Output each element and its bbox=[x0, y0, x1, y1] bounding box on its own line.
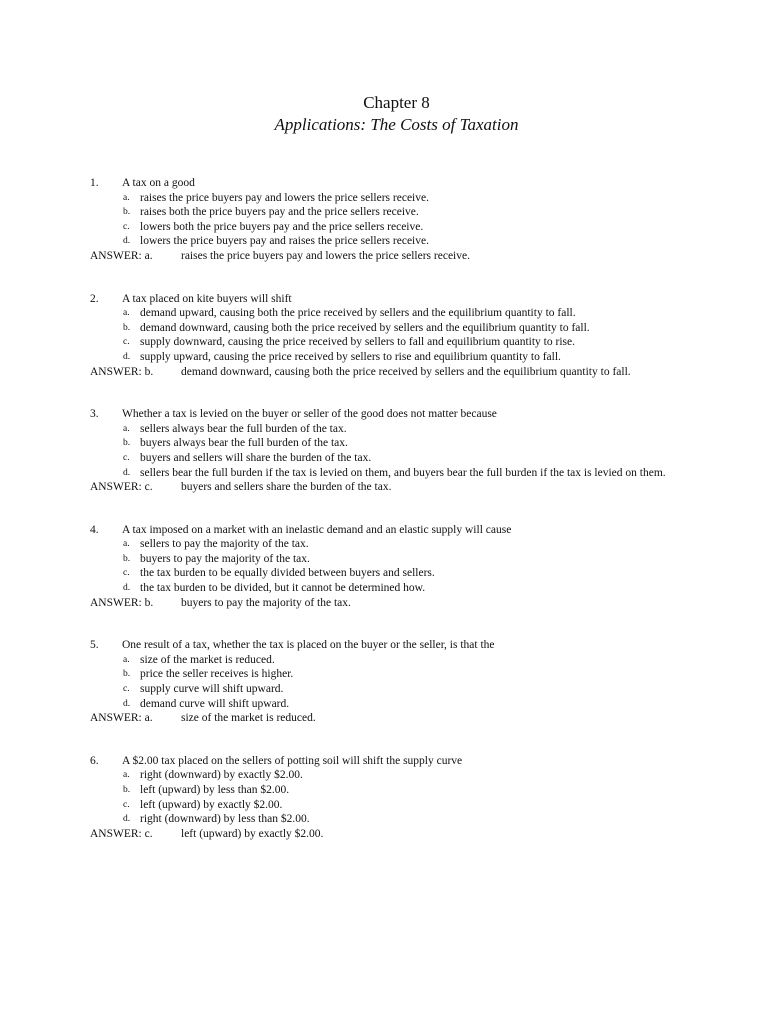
question-text: A tax placed on kite buyers will shift bbox=[122, 292, 292, 305]
answer-label: ANSWER: a. bbox=[90, 712, 153, 725]
answer-option bbox=[90, 812, 710, 827]
option-letter: a. bbox=[123, 539, 130, 550]
option-letter: c. bbox=[123, 684, 130, 695]
answer-option bbox=[90, 335, 710, 350]
option-text: demand upward, causing both the price received by sellers and the equilibrium quantity to fall. bbox=[140, 307, 576, 320]
question-block bbox=[90, 523, 710, 611]
answer-option bbox=[90, 783, 710, 798]
answer-text: buyers to pay the majority of the tax. bbox=[181, 596, 351, 609]
answer-option bbox=[90, 321, 710, 336]
answer-line bbox=[90, 827, 710, 842]
answer-option bbox=[90, 653, 710, 668]
question-line bbox=[90, 523, 710, 538]
answer-label: ANSWER: b. bbox=[90, 596, 154, 609]
option-text: supply upward, causing the price received by sellers to rise and equilibrium quantity to fall. bbox=[140, 350, 561, 363]
answer-option bbox=[90, 697, 710, 712]
answer-option bbox=[90, 306, 710, 321]
answer-option bbox=[90, 451, 710, 466]
option-letter: d. bbox=[123, 467, 131, 478]
answer-option bbox=[90, 220, 710, 235]
answer-option bbox=[90, 667, 710, 682]
option-text: sellers bear the full burden if the tax is levied on them, and buyers bear the full burden if the tax is levied on them. bbox=[140, 466, 666, 479]
chapter-title: Chapter 8 bbox=[363, 93, 430, 112]
question-list bbox=[90, 176, 710, 869]
option-letter: b. bbox=[123, 322, 131, 333]
option-letter: c. bbox=[123, 568, 130, 579]
option-text: right (downward) by less than $2.00. bbox=[140, 813, 310, 826]
option-text: right (downward) by exactly $2.00. bbox=[140, 769, 303, 782]
option-text: lowers both the price buyers pay and the price sellers receive. bbox=[140, 220, 424, 233]
answer-text: buyers and sellers share the burden of the tax. bbox=[181, 481, 392, 494]
question-number: 5. bbox=[90, 639, 99, 652]
option-letter: a. bbox=[123, 192, 130, 203]
chapter-subtitle: Applications: The Costs of Taxation bbox=[274, 115, 519, 134]
answer-text: left (upward) by exactly $2.00. bbox=[181, 827, 324, 840]
option-text: lowers the price buyers pay and raises the price sellers receive. bbox=[140, 235, 429, 248]
answer-line bbox=[90, 480, 710, 495]
answer-option bbox=[90, 552, 710, 567]
answer-option bbox=[90, 422, 710, 437]
option-letter: d. bbox=[123, 236, 131, 247]
option-letter: d. bbox=[123, 351, 131, 362]
option-text: sellers to pay the majority of the tax. bbox=[140, 538, 309, 551]
question-block bbox=[90, 754, 710, 842]
question-block bbox=[90, 638, 710, 726]
question-text: A $2.00 tax placed on the sellers of potting soil will shift the supply curve bbox=[122, 754, 463, 767]
option-text: raises both the price buyers pay and the price sellers receive. bbox=[140, 206, 419, 219]
option-letter: c. bbox=[123, 221, 130, 232]
answer-option bbox=[90, 205, 710, 220]
option-text: buyers and sellers will share the burden of the tax. bbox=[140, 451, 372, 464]
option-text: the tax burden to be divided, but it cannot be determined how. bbox=[140, 582, 426, 595]
option-text: demand downward, causing both the price received by sellers and the equilibrium quantity to fall. bbox=[140, 321, 590, 334]
question-number: 2. bbox=[90, 292, 99, 305]
answer-option bbox=[90, 537, 710, 552]
option-text: buyers to pay the majority of the tax. bbox=[140, 552, 310, 565]
option-letter: d. bbox=[123, 814, 131, 825]
option-letter: b. bbox=[123, 207, 131, 218]
option-text: demand curve will shift upward. bbox=[140, 697, 290, 710]
option-letter: d. bbox=[123, 698, 131, 709]
question-line bbox=[90, 754, 710, 769]
question-number: 1. bbox=[90, 177, 99, 189]
option-letter: d. bbox=[123, 583, 131, 594]
answer-option bbox=[90, 191, 710, 206]
option-letter: c. bbox=[123, 799, 130, 810]
option-letter: b. bbox=[123, 553, 131, 564]
option-text: the tax burden to be equally divided between buyers and sellers. bbox=[140, 567, 435, 580]
answer-option bbox=[90, 768, 710, 783]
answer-option bbox=[90, 466, 710, 481]
question-text: One result of a tax, whether the tax is placed on the buyer or the seller, is that the bbox=[122, 639, 495, 652]
chapter-header bbox=[0, 92, 768, 136]
option-letter: a. bbox=[123, 423, 130, 434]
option-letter: a. bbox=[123, 770, 130, 781]
answer-option bbox=[90, 581, 710, 596]
answer-option bbox=[90, 682, 710, 697]
answer-label: ANSWER: c. bbox=[90, 481, 153, 494]
question-line bbox=[90, 292, 710, 307]
question-number: 6. bbox=[90, 754, 99, 767]
question-block bbox=[90, 176, 710, 264]
question-block bbox=[90, 407, 710, 495]
answer-label: ANSWER: a. bbox=[90, 249, 153, 262]
option-letter: c. bbox=[123, 337, 130, 348]
answer-option bbox=[90, 234, 710, 249]
question-text: Whether a tax is levied on the buyer or seller of the good does not matter because bbox=[122, 408, 497, 421]
option-text: price the seller receives is higher. bbox=[140, 668, 294, 681]
option-letter: a. bbox=[123, 308, 130, 319]
option-text: supply curve will shift upward. bbox=[140, 683, 284, 696]
option-letter: b. bbox=[123, 438, 131, 449]
answer-text: size of the market is reduced. bbox=[181, 712, 316, 725]
option-text: size of the market is reduced. bbox=[140, 653, 275, 666]
answer-option bbox=[90, 798, 710, 813]
option-text: left (upward) by less than $2.00. bbox=[140, 784, 290, 796]
answer-label: ANSWER: b. bbox=[90, 365, 154, 378]
answer-line bbox=[90, 711, 710, 726]
option-letter: a. bbox=[123, 654, 130, 665]
answer-label: ANSWER: c. bbox=[90, 827, 153, 840]
option-text: sellers always bear the full burden of the tax. bbox=[140, 422, 347, 435]
answer-option bbox=[90, 566, 710, 581]
answer-line bbox=[90, 365, 710, 380]
answer-text: demand downward, causing both the price received by sellers and the equilibrium quantity to fall. bbox=[181, 365, 631, 378]
option-letter: c. bbox=[123, 452, 130, 463]
option-letter: b. bbox=[123, 669, 131, 680]
answer-line bbox=[90, 249, 710, 264]
question-block bbox=[90, 292, 710, 380]
answer-option bbox=[90, 436, 710, 451]
question-text: A tax imposed on a market with an inelastic demand and an elastic supply will cause bbox=[122, 523, 512, 536]
question-number: 3. bbox=[90, 408, 99, 421]
answer-option bbox=[90, 350, 710, 365]
answer-line bbox=[90, 596, 710, 611]
question-line bbox=[90, 176, 710, 191]
question-number: 4. bbox=[90, 523, 99, 536]
question-text: A tax on a good bbox=[122, 177, 195, 189]
answer-text: raises the price buyers pay and lowers the price sellers receive. bbox=[181, 249, 470, 262]
option-text: left (upward) by exactly $2.00. bbox=[140, 798, 283, 811]
option-letter: b. bbox=[123, 785, 131, 795]
option-text: supply downward, causing the price received by sellers to fall and equilibrium quantity to rise. bbox=[140, 336, 575, 349]
question-line bbox=[90, 407, 710, 422]
question-line bbox=[90, 638, 710, 653]
option-text: raises the price buyers pay and lowers the price sellers receive. bbox=[140, 191, 429, 204]
option-text: buyers always bear the full burden of the tax. bbox=[140, 437, 348, 450]
